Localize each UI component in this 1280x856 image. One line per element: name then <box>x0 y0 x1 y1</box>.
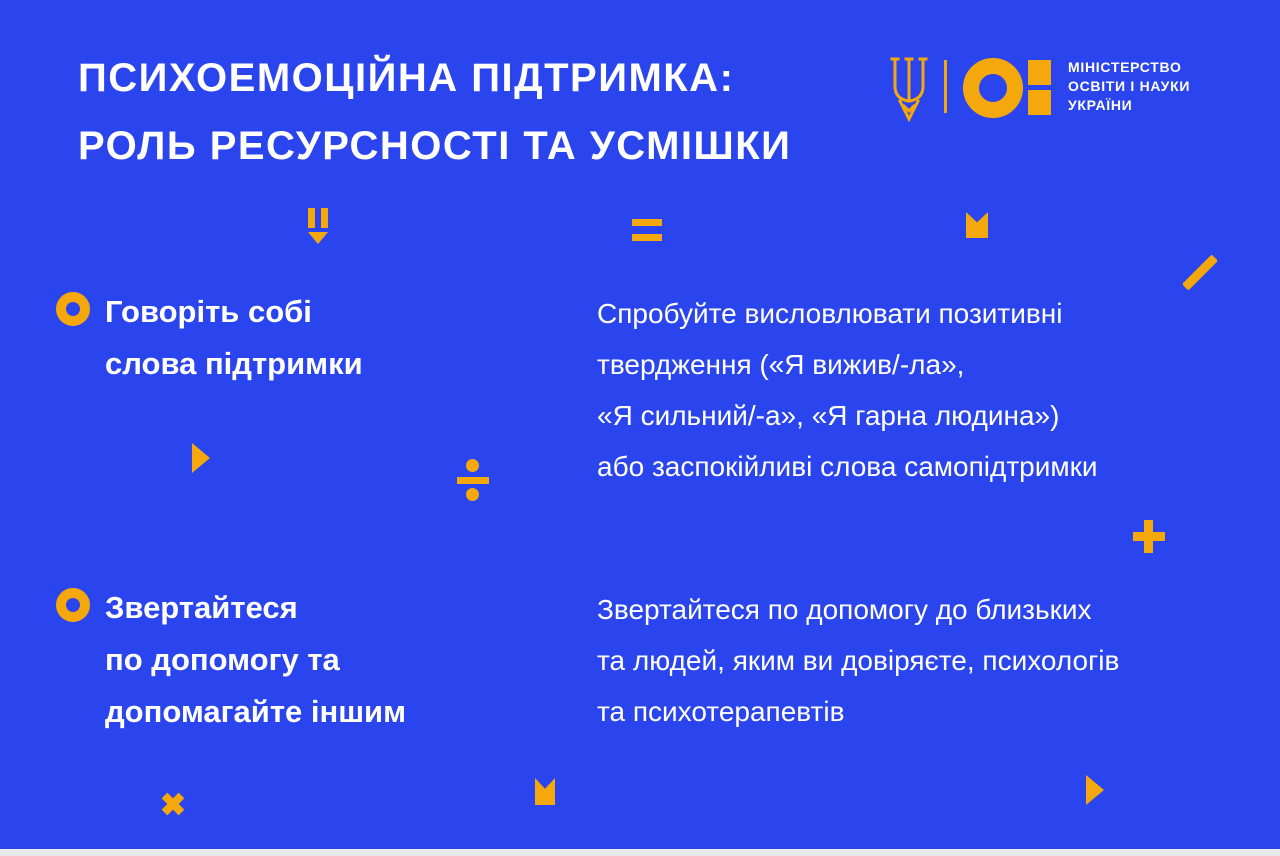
page-title-line1: ПСИХОЕМОЦІЙНА ПІДТРИМКА: <box>78 56 735 100</box>
item1-desc-line1: Спробуйте висловлювати позитивні <box>597 298 1063 329</box>
ministry-name <box>1068 58 1190 115</box>
item2-title <box>105 582 406 738</box>
double-bar-arrow-down-icon <box>308 208 328 244</box>
item2-desc-line3: та психотерапевтів <box>597 696 845 727</box>
equals-icon <box>632 219 662 241</box>
logo-divider <box>944 60 947 113</box>
page-title <box>78 44 791 180</box>
colon-square-top <box>1028 60 1051 85</box>
slash-icon <box>1182 254 1218 290</box>
triangle-right-icon <box>192 443 210 473</box>
plus-icon <box>1133 520 1165 553</box>
colon-square-bottom <box>1028 90 1051 115</box>
item1-desc-line4: або заспокійливі слова самопідтримки <box>597 451 1098 482</box>
m-notch-icon-small <box>535 778 555 805</box>
item2-description <box>597 584 1119 737</box>
item1-description <box>597 288 1098 492</box>
ministry-name-line1: МІНІСТЕРСТВО <box>1068 59 1182 75</box>
item2-title-line2: по допомогу та <box>105 642 340 677</box>
triangle-right-icon-small <box>1086 775 1104 805</box>
item2-desc-line1: Звертайтеся по допомогу до близьких <box>597 594 1092 625</box>
trident-icon <box>886 56 932 122</box>
ministry-logo <box>886 54 1216 124</box>
item2-title-line3: допомагайте іншим <box>105 694 407 729</box>
item1-title-line2: слова підтримки <box>105 346 363 381</box>
item1-title-line1: Говоріть собі <box>105 294 312 329</box>
item1-desc-line2: твердження («Я вижив/-ла», <box>597 349 965 380</box>
ministry-name-line3: УКРАЇНИ <box>1068 97 1133 113</box>
item1-desc-line3: «Я сильний/-а», «Я гарна людина») <box>597 400 1060 431</box>
multiply-icon <box>156 787 190 821</box>
ministry-name-line2: ОСВІТИ І НАУКИ <box>1068 78 1191 94</box>
o-colon-logo-icon <box>963 58 1023 118</box>
item2-bullet-ring-icon <box>56 588 90 622</box>
item2-desc-line2: та людей, яким ви довіряєте, психологів <box>597 645 1120 676</box>
division-icon <box>457 459 489 502</box>
m-notch-icon <box>966 212 988 238</box>
item1-bullet-ring-icon <box>56 292 90 326</box>
item1-title <box>105 286 363 390</box>
page-title-line2: РОЛЬ РЕСУРСНОСТІ ТА УСМІШКИ <box>78 124 792 168</box>
bottom-edge-strip <box>0 849 1280 856</box>
item2-title-line1: Звертайтеся <box>105 590 298 625</box>
